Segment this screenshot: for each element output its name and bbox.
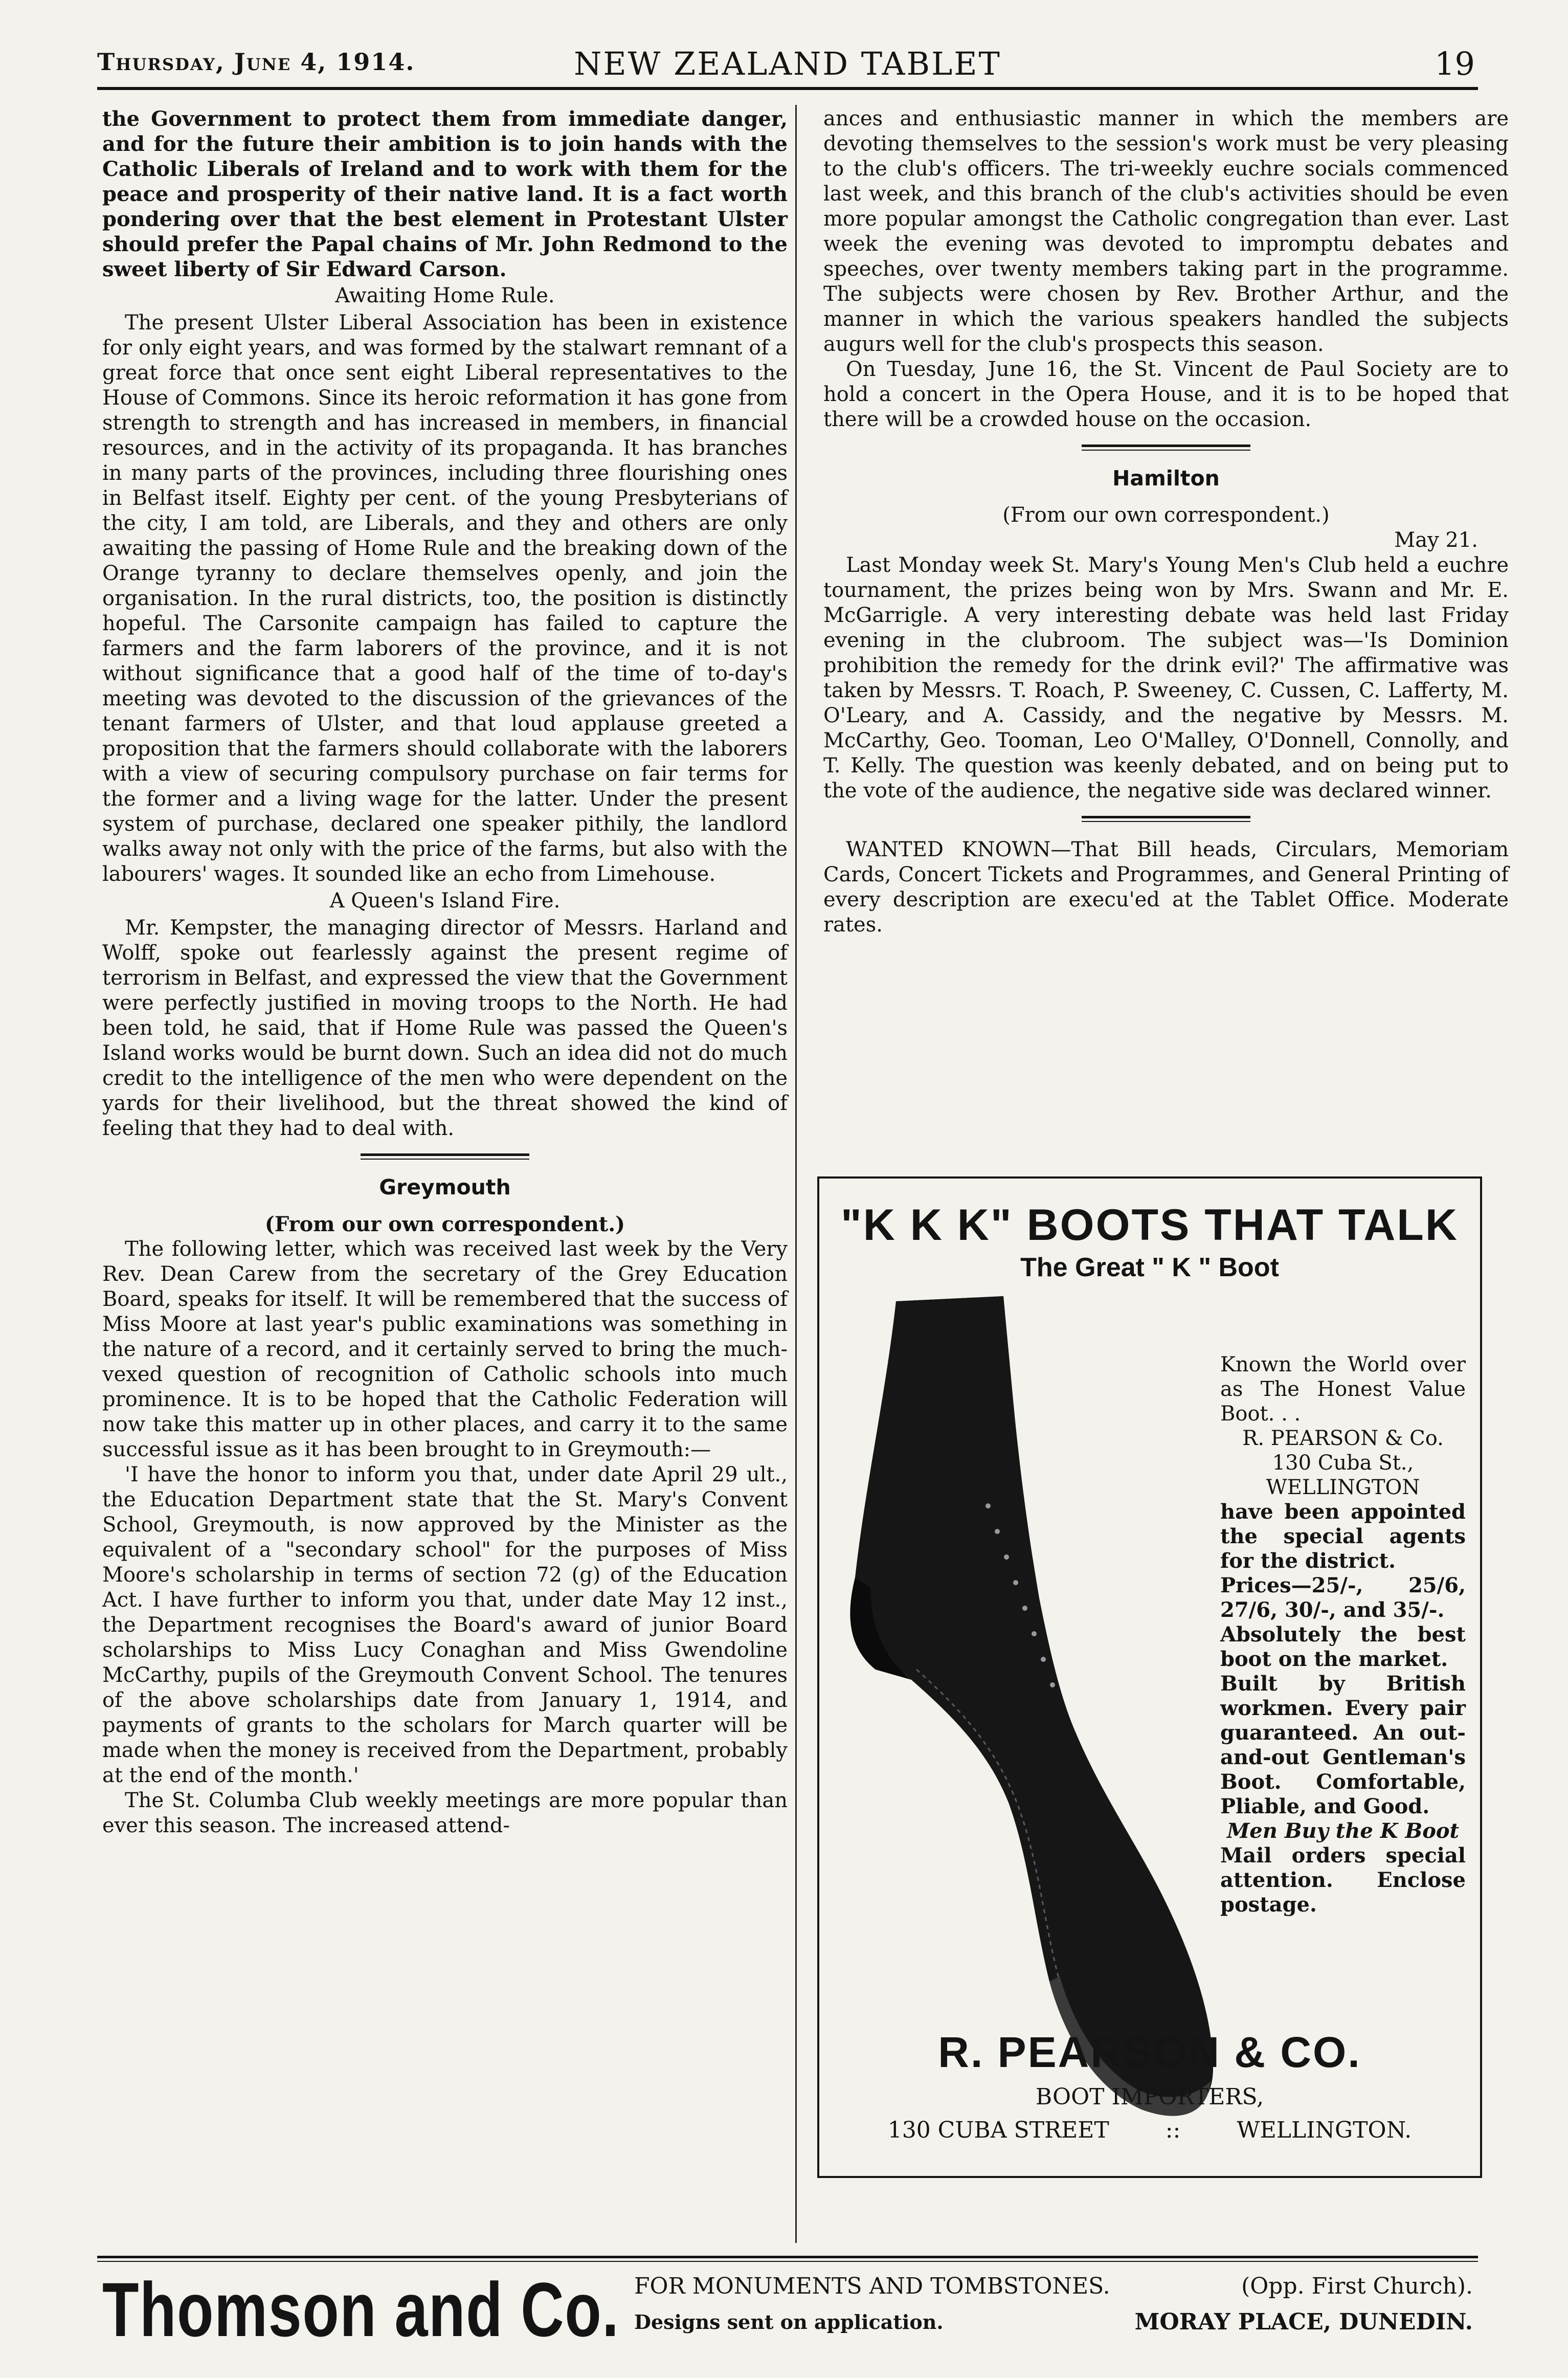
subheading-home-rule: Awaiting Home Rule. (335, 284, 555, 307)
ad-subheadline: The Great " K " Boot (1020, 1253, 1279, 1282)
boot-illustration (835, 1291, 1234, 2130)
article-paragraph: 'I have the honor to inform you that, under date April 29 ult., the Education Department state that the St. Mary's Convent School, Greymouth, is now approved by the Minister as the equivalent of a "secondary school" for the purposes of Miss Moore's scholarship in terms of section 72 (g) of the Education Act. I have further to inform you that, under date May 12 inst., the Department recognises the Board's award of junior Board scholarships to Miss Lucy Conaghan and Miss Gwendoline McCarthy, pupils of the Greymouth Convent School. The tenures of the above scholarships date from January 1, 1914, and payments of grants to the scholars for March quarter will be made when the money is received from the Department, probably at the end of the month.' (102, 1463, 788, 1787)
subheading-queens-island: A Queen's Island Fire. (329, 889, 561, 913)
issue-date: Thursday, June 4, 1914. (97, 48, 415, 76)
dateline: May 21. (1394, 528, 1478, 552)
banner-location-note: (Opp. First Church). (1241, 2273, 1473, 2299)
page-header (97, 45, 1478, 85)
article-paragraph: The St. Columba Club weekly meetings are more popular than ever this season. The increased attend- (102, 1789, 788, 1837)
article-paragraph: Last Monday week St. Mary's Young Men's Club held a euchre tournament, the prizes being won by Mrs. Swann and Mr. E. McGarrigle. A very interesting debate was held last Friday evening in the clubroom. The subject was—'Is Dominion prohibition the remedy for the drink evil?' The affirmative was taken by Messrs. T. Roach, P. Sweeney, C. Cussen, C. Lafferty, M. O'Leary, and A. Cassidy, and the negative by Messrs. M. McCarthy, Geo. Tooman, Leo O'Malley, O'Donnell, Connolly, and T. Kelly. The question was keenly debated, and on being put to the vote of the audience, the negative side was declared winner. (823, 553, 1509, 803)
section-title-greymouth: Greymouth (379, 1175, 511, 1199)
boot-advertisement (817, 1176, 1482, 2178)
ad-city: WELLINGTON. (1237, 2117, 1412, 2143)
ad-agent-city: WELLINGTON (1266, 1476, 1420, 1499)
column-divider (795, 105, 797, 2243)
ad-prices: Prices—25/-, 25/6, 27/6, 30/-, and 35/-. (1220, 1573, 1466, 1622)
ad-company-line: BOOT IMPORTERS, (1035, 2084, 1264, 2110)
banner-rule (97, 2256, 1478, 2262)
banner-details (634, 2271, 1473, 2338)
section-divider (1082, 445, 1250, 451)
article-paragraph: the Government to protect them from immediate danger, and for the future their ambition is to join hands with the Catholic Liberals of Ireland and to work with them for the peace and prosperity of their native land. It is a fact worth pondering over that the best element in Protestant Ulster should prefer the Papal chains of Mr. John Redmond to the sweet liberty of Sir Edward Carson. (102, 107, 788, 281)
ad-company-name: R. PEARSON & CO. (938, 2028, 1361, 2076)
ad-quality: Built by British workmen. Every pair guaranteed. An out-and-out Gentleman's Boot. Comfortable, Pliable, and Good. (1220, 1672, 1466, 1818)
ad-claim: Absolutely the best boot on the market. (1220, 1623, 1466, 1671)
article-paragraph: The following letter, which was received last week by the Very Rev. Dean Carew from the secretary of the Grey Education Board, speaks for itself. It will be remembered that the success of Miss Moore at last year's public examinations was something in the nature of a record, and it certainly served to bring the much-vexed question of recognition of Catholic schools into much prominence. It is to be hoped that the Catholic Federation will now take this matter up in other places, and carry it to the same successful issue as it has been brought to in Greymouth:— (102, 1237, 788, 1461)
ad-copy (1220, 1352, 1466, 1917)
banner-address: MORAY PLACE, DUNEDIN. (1134, 2309, 1473, 2335)
correspondent-line: (From our own correspondent.) (1002, 503, 1330, 527)
article-paragraph: ances and enthusiastic manner in which the members are devoting themselves to the session's work must be very pleasing to the club's officers. The tri-weekly euchre socials commenced last week, and this branch of the club's activities should be even more popular amongst the Catholic congregation than ever. Last week the evening was devoted to impromptu debates and speeches, over twenty members taking part in the programme. The subjects were chosen by Rev. Brother Arthur, and the manner in which the various speakers handled the subjects augurs well for the club's prospects this season. (823, 107, 1509, 356)
section-title-hamilton: Hamilton (1112, 466, 1220, 491)
ad-slogan: Men Buy the K Boot (1226, 1819, 1460, 1843)
section-divider (1082, 816, 1250, 822)
banner-designs-note: Designs sent on application. (634, 2310, 944, 2333)
banner-service: FOR MONUMENTS AND TOMBSTONES. (634, 2273, 1110, 2299)
left-column (102, 106, 788, 2244)
correspondent-line: (From our own correspondent.) (264, 1212, 625, 1236)
masthead-title: NEW ZEALAND TABLET (574, 45, 1001, 82)
header-rule (97, 87, 1478, 90)
article-paragraph: On Tuesday, June 16, the St. Vincent de Paul Society are to hold a concert in the Opera House, and it is to be hoped that there will be a crowded house on the occasion. (823, 358, 1509, 431)
article-paragraph: The present Ulster Liberal Association has been in existence for only eight years, and was formed by the stalwart remnant of a great force that once sent eight Liberal representatives to the House of Commons. Since its heroic reformation it has gone from strength to strength and has increased in members, in financial resources, and in the activity of its propaganda. It has branches in many parts of the provinces, including three flourishing ones in Belfast itself. Eighty per cent. of the young Presbyterians of the city, I am told, are Liberals, and they and others are only awaiting the passing of Home Rule and the breaking down of the Orange tyranny to declare themselves openly, and join the organisation. In the rural districts, too, the position is distinctly hopeful. The Carsonite campaign has failed to capture the farmers and the farm laborers of the province, and it is not without significance that a good half of the time of to-day's meeting was devoted to the discussion of the grievances of the tenant farmers of Ulster, and that loud applause greeted a proposition that the farmers should collaborate with the laborers with a view of securing compulsory purchase on fair terms for the former and a living wage for the latter. Under the present system of purchase, declared one speaker pithily, the landlord walks away not only with the price of the farms, but also with the labourers' wages. It sounded like an echo from Limehouse. (102, 311, 788, 886)
ad-street: 130 CUBA STREET (887, 2117, 1109, 2143)
ad-mail-orders: Mail orders special attention. Enclose postage. (1220, 1843, 1466, 1917)
ad-headline: "K K K" BOOTS THAT TALK (841, 1201, 1459, 1250)
ad-agent-street: 130 Cuba St., (1272, 1451, 1414, 1475)
ad-tagline: Known the World over as The Honest Value Boot. . . (1220, 1353, 1466, 1426)
wanted-known-notice: WANTED KNOWN—That Bill heads, Circulars, Memoriam Cards, Concert Tickets and Programmes, and General Printing of every description are execu'ed at the Tablet Office. Moderate rates. (823, 838, 1509, 937)
ad-address (819, 2117, 1480, 2143)
article-paragraph: Mr. Kempster, the managing director of Messrs. Harland and Wolff, spoke out fearlessly against the present regime of terrorism in Belfast, and expressed the view that the Government were perfectly justified in moving troops to the North. He had been told, he said, that if Home Rule was passed the Queen's Island works would be burnt down. Such an idea did not do much credit to the intelligence of the men who were dependent on the yards for their livelihood, but the threat showed the kind of feeling that they had to deal with. (102, 916, 788, 1140)
page-number: 19 (1435, 45, 1475, 82)
section-divider (361, 1153, 529, 1160)
ad-appointment: have been appointed the special agents for the district. (1220, 1500, 1466, 1573)
ad-agent-name: R. PEARSON & Co. (1242, 1427, 1444, 1450)
banner-company-name: Thomson and Co. (102, 2266, 620, 2352)
ad-separator: :: (1165, 2117, 1181, 2143)
